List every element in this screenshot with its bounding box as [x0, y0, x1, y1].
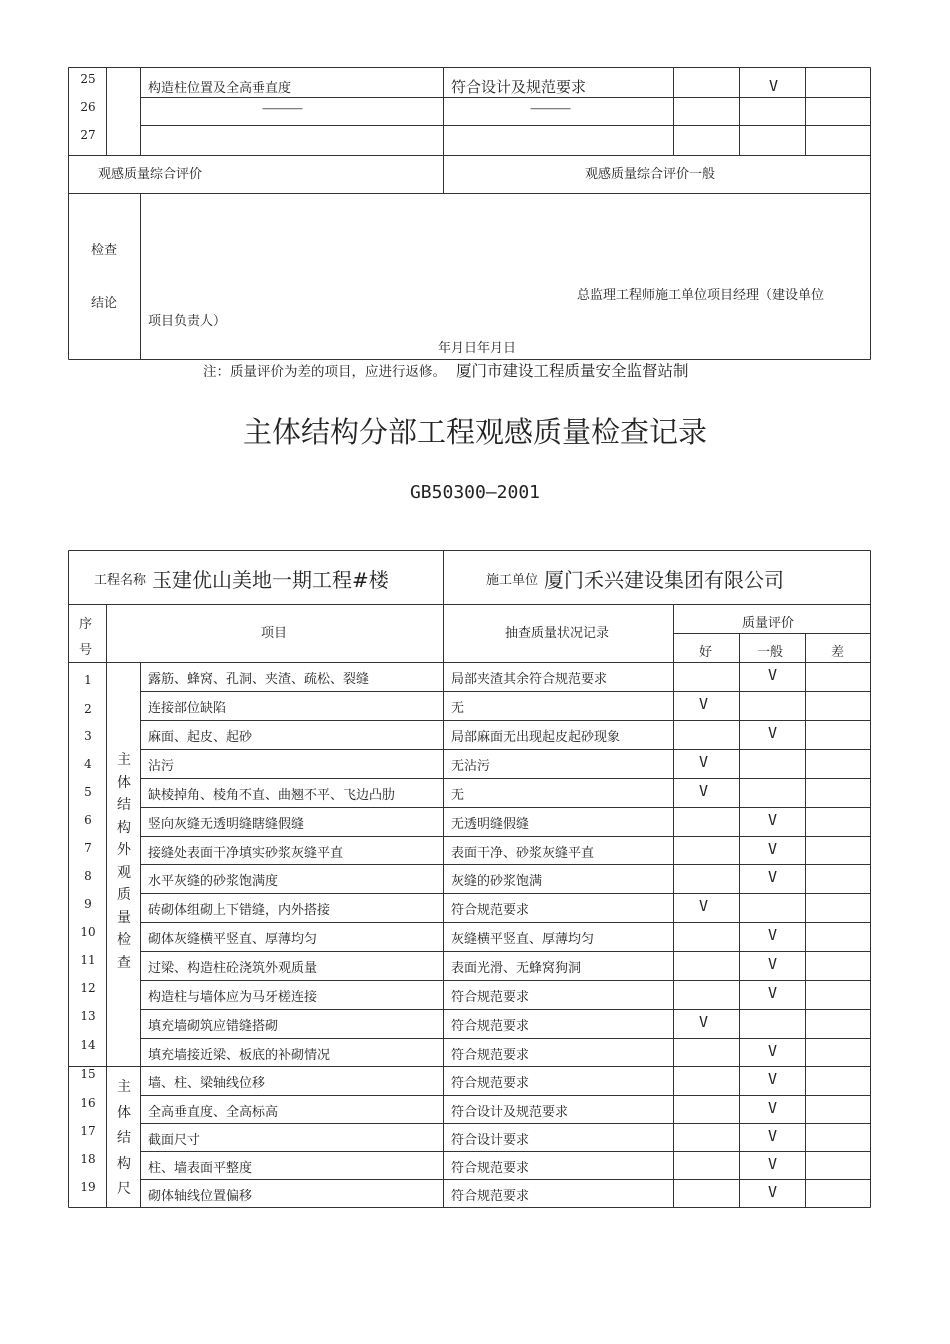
row25-mark: V [769, 77, 779, 95]
row-item: 竖向灰缝无透明缝瞎缝假缝 [148, 817, 305, 832]
row-item: 构造柱与墙体应为马牙槎连接 [148, 990, 318, 1005]
rating-mark-general: V [768, 984, 778, 1002]
rating-mark-good: V [699, 1013, 709, 1031]
rating-mark-general: V [768, 1183, 778, 1201]
row-record: 符合规范要求 [451, 1076, 530, 1091]
eval-header: 质量评价 [742, 616, 795, 631]
overall-value: 观感质量综合评价一般 [585, 167, 716, 182]
authority-text: 厦门市建设工程质量安全监督站制 [456, 362, 689, 380]
row-record: 无透明缝假缝 [451, 817, 530, 832]
row-record: 局部麻面无出现起皮起砂现象 [451, 730, 621, 745]
group-char: 构 [117, 819, 131, 836]
row-record: 符合设计要求 [451, 1133, 530, 1148]
rating-mark-general: V [768, 840, 778, 858]
row-record: 符合设计及规范要求 [451, 1105, 569, 1120]
rating-mark-general: V [768, 955, 778, 973]
rating-mark-good: V [699, 782, 709, 800]
unit-label: 施工单位 [486, 573, 539, 588]
rating-mark-general: V [768, 724, 778, 742]
row-record: 灰缝横平竖直、厚薄均匀 [451, 932, 595, 947]
row-number: 13 [80, 1009, 96, 1023]
row-number-27: 27 [80, 128, 96, 142]
rating-mark-general: V [768, 1042, 778, 1060]
good-header: 好 [699, 645, 713, 660]
row-number: 12 [80, 981, 96, 995]
row-number: 14 [80, 1038, 96, 1052]
row-item: 截面尺寸 [148, 1133, 201, 1148]
group-char: 主 [117, 1079, 131, 1095]
rating-mark-general: V [768, 1070, 778, 1088]
item-dash: ———— [262, 102, 302, 115]
row-number: 4 [84, 757, 92, 771]
row-item: 接缝处表面干净填实砂浆灰缝平直 [148, 846, 344, 861]
group-char: 查 [117, 954, 131, 971]
record-dash: ———— [530, 102, 570, 115]
seq-header-1: 序 [79, 617, 93, 632]
row-item: 水平灰缝的砂浆饱满度 [148, 874, 279, 889]
check-label-2: 结论 [91, 296, 118, 311]
row-number: 7 [84, 841, 92, 855]
row-item: 过梁、构造柱砼浇筑外观质量 [148, 961, 318, 976]
poor-header: 差 [831, 645, 845, 660]
group-char: 主 [117, 752, 131, 768]
overall-label: 观感质量综合评价 [98, 167, 203, 182]
rating-mark-general: V [768, 868, 778, 886]
row-record: 符合规范要求 [451, 1019, 530, 1034]
rating-mark-general: V [768, 1099, 778, 1117]
row-number: 2 [84, 702, 92, 716]
row-item: 砌体灰缝横平竖直、厚薄均匀 [148, 932, 318, 947]
row-record: 表面光滑、无蜂窝狗洞 [451, 961, 582, 976]
page-title: 主体结构分部工程观感质量检查记录 [242, 415, 707, 449]
row-number-25: 25 [80, 72, 96, 86]
rating-mark-general: V [768, 811, 778, 829]
row-record: 局部夹渣其余符合规范要求 [451, 672, 608, 687]
group-char: 质 [117, 887, 131, 903]
row-item: 柱、墙表面平整度 [148, 1161, 253, 1176]
rating-mark-good: V [699, 753, 709, 771]
row-item: 全高垂直度、全高标高 [148, 1105, 279, 1120]
row-number: 18 [80, 1152, 96, 1166]
row-number: 6 [84, 813, 92, 827]
group-char: 结 [117, 1130, 131, 1146]
group-char: 结 [117, 797, 131, 813]
row-number: 16 [80, 1096, 96, 1110]
row-number: 15 [80, 1067, 96, 1081]
standard-code: GB50300—2001 [409, 482, 541, 503]
row-number: 1 [84, 673, 92, 687]
row-item: 填充墙砌筑应错缝搭砌 [148, 1019, 279, 1034]
row-number: 5 [84, 785, 92, 799]
row-number: 19 [80, 1180, 96, 1194]
row25-item: 构造柱位置及全高垂直度 [148, 81, 292, 96]
project-value: 玉建优山美地一期工程#楼 [152, 568, 389, 592]
date-line: 年月日年月日 [438, 341, 517, 356]
row-record: 符合规范要求 [451, 903, 530, 918]
group-char: 构 [117, 1155, 131, 1172]
row-number-26: 26 [80, 100, 96, 114]
rating-mark-good: V [699, 897, 709, 915]
project-label: 工程名称 [94, 573, 147, 588]
general-header: 一般 [757, 645, 784, 660]
row25-record: 符合设计及规范要求 [451, 78, 587, 96]
rating-mark-good: V [699, 695, 709, 713]
row-record: 符合规范要求 [451, 1048, 530, 1063]
row-record: 符合规范要求 [451, 1161, 530, 1176]
record-header: 抽查质量状况记录 [505, 626, 610, 641]
group-char: 体 [117, 774, 131, 791]
seq-header-2: 号 [79, 643, 93, 658]
row-number: 10 [80, 925, 96, 939]
group-char: 体 [117, 1104, 131, 1121]
row-item: 填充墙接近梁、板底的补砌情况 [148, 1048, 331, 1063]
row-record: 灰缝的砂浆饱满 [451, 874, 543, 889]
row-record: 符合规范要求 [451, 990, 530, 1005]
row-number: 9 [84, 897, 92, 911]
rating-mark-general: V [768, 1155, 778, 1173]
row-item: 露筋、蜂窝、孔洞、夹渣、疏松、裂缝 [148, 672, 370, 687]
signers-line-2: 项目负责人） [148, 314, 227, 329]
row-item: 连接部位缺陷 [148, 701, 227, 716]
group-char: 尺 [117, 1181, 131, 1197]
rating-mark-general: V [768, 666, 778, 684]
row-item: 砌体轴线位置偏移 [148, 1189, 253, 1204]
check-label-1: 检查 [91, 243, 118, 258]
group-char: 外 [117, 842, 131, 858]
row-item: 墙、柱、梁轴线位移 [148, 1076, 266, 1091]
rating-mark-general: V [768, 1127, 778, 1145]
row-record: 符合规范要求 [451, 1189, 530, 1204]
row-item: 麻面、起皮、起砂 [148, 730, 253, 745]
row-item: 沾污 [148, 759, 175, 774]
rating-mark-general: V [768, 926, 778, 944]
row-number: 17 [80, 1124, 96, 1138]
group-char: 量 [117, 909, 131, 926]
group-char: 观 [117, 864, 131, 881]
row-number: 8 [84, 869, 92, 883]
row-record: 无沾污 [451, 759, 491, 774]
item-header: 项目 [261, 626, 288, 641]
note-text: 注：质量评价为差的项目，应进行返修。 [203, 364, 446, 380]
row-number: 11 [80, 953, 96, 967]
row-item: 砖砌体组砌上下错缝，内外搭接 [148, 903, 331, 918]
row-record: 无 [451, 701, 465, 716]
signers-line: 总监理工程师施工单位项目经理（建设单位 [577, 288, 825, 303]
row-record: 无 [451, 788, 465, 803]
row-item: 缺棱掉角、棱角不直、曲翘不平、飞边凸肋 [148, 788, 396, 803]
row-number: 3 [84, 729, 92, 743]
unit-value: 厦门禾兴建设集团有限公司 [544, 568, 784, 592]
group-char: 检 [117, 932, 131, 948]
row-record: 表面干净、砂浆灰缝平直 [451, 846, 595, 861]
